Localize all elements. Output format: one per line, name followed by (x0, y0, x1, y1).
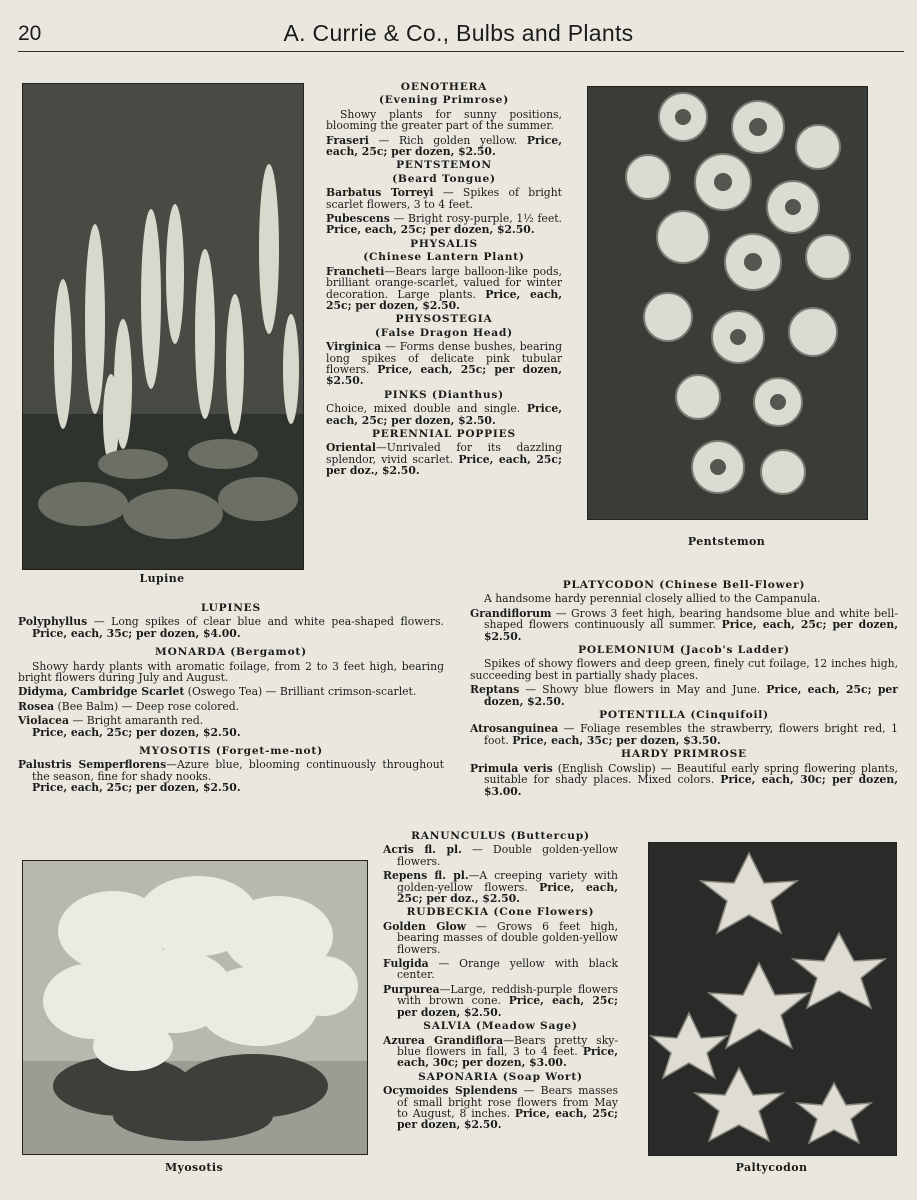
page-title: A. Currie & Co., Bulbs and Plants (283, 20, 634, 46)
palustris-desc: —Azure blue, blooming continuously throughout the season, fine for shady nooks. (32, 758, 444, 783)
pinks-price: Price, each, 25c; per dozen, $2.50. (326, 402, 562, 427)
ranunculus-heading: RANUNCULUS (Buttercup) (411, 830, 590, 842)
repens-name: Repens fl. pl. (383, 869, 469, 883)
azurea-price: Price, each, 30c; per dozen, $3.00. (397, 1044, 618, 1070)
primrose-heading: HARDY PRIMROSE (621, 748, 747, 761)
pubescens-entry (326, 213, 562, 236)
primula-entry (470, 763, 898, 797)
ocymoides-name: Ocymoides Splendens (383, 1084, 518, 1098)
right-column (470, 577, 898, 800)
myosotis-caption: Myosotis (164, 1161, 224, 1174)
oriental-name: Oriental (326, 441, 376, 455)
polyphyllus-price: Price, each, 35c; per dozen, $4.00. (32, 626, 241, 640)
oriental-entry (326, 442, 562, 476)
francheti-name: Francheti (326, 264, 385, 278)
platycodon-description: A handsome hardy perennial closely allied to the Campanula. (484, 592, 821, 606)
golden-glow-entry (383, 921, 618, 955)
atrosanguinea-price: Price, each, 35c; per dozen, $3.50. (512, 733, 721, 747)
physostegia-heading: PHYSOSTEGIA (395, 313, 493, 326)
fraseri-name: Fraseri (326, 133, 369, 147)
saponaria-heading: SAPONARIA (Soap Wort) (418, 1070, 583, 1083)
page-number: 20 (18, 22, 42, 45)
golden-glow-desc: — Grows 6 feet high, bearing masses of double golden-yellow flowers. (397, 919, 618, 956)
virginica-entry (326, 341, 562, 387)
rosea-desc: (Bee Balm) — Deep rose colored. (54, 699, 240, 713)
reptans-entry (470, 684, 898, 707)
physalis-subheading: (Chinese Lantern Plant) (363, 251, 525, 264)
lupine-illustration (23, 84, 303, 569)
virginica-name: Virginica (326, 340, 382, 354)
repens-entry (383, 870, 618, 904)
fraseri-entry (326, 135, 562, 158)
reptans-desc: — Showy blue flowers in May and June. (519, 683, 767, 697)
oriental-desc: —Unrivaled for its dazzling splendor, vivid scarlet. (326, 441, 562, 466)
barbatus-desc: — Spikes of bright scarlet flowers, 3 to 4 feet. (326, 186, 562, 211)
purpurea-entry (383, 984, 618, 1018)
bottom-center-column (383, 828, 618, 1134)
didyma-name: Didyma, Cambridge Scarlet (18, 685, 185, 699)
pinks-heading: PINKS (Dianthus) (383, 388, 504, 401)
pubescens-name: Pubescens (326, 212, 390, 226)
myosotis-heading: MYOSOTIS (Forget-me-not) (139, 745, 323, 758)
polemonium-heading: POLEMONIUM (Jacob's Ladder) (578, 644, 790, 657)
virginica-desc: — Forms dense bushes, bearing long spikes of delicate pink tubular flowers. (326, 340, 562, 376)
salvia-heading: SALVIA (Meadow Sage) (423, 1020, 578, 1033)
atrosanguinea-desc: — Foliage resembles the strawberry, flowers bright red, 1 foot. (484, 722, 898, 747)
rosea-entry (18, 701, 444, 712)
barbatus-entry (326, 187, 562, 210)
physostegia-subheading: (False Dragon Head) (375, 326, 513, 339)
polemonium-description: Spikes of showy flowers and deep green, finely cut foilage, 12 inches high, succeeding best in partially shady places. (470, 657, 898, 682)
monarda-heading: MONARDA (Bergamot) (155, 646, 307, 659)
polyphyllus-desc: — Long spikes of clear blue and white pea-shaped flowers. (87, 615, 444, 629)
oenothera-heading: OENOTHERA (400, 81, 488, 93)
didyma-entry (18, 686, 444, 697)
fulgida-entry (383, 958, 618, 981)
pinks-entry (326, 403, 562, 426)
didyma-desc: (Oswego Tea) — Brilliant crimson-scarlet. (184, 685, 417, 699)
primula-price: Price, each, 30c; per dozen, $3.00. (484, 773, 898, 798)
primula-name: Primula veris (470, 761, 553, 775)
monarda-description: Showy hardy plants with aromatic foilage, from 2 to 3 feet high, bearing bright flowers during July and August. (18, 659, 444, 685)
grandiflorum-price: Price, each, 25c; per dozen, $2.50. (484, 618, 899, 643)
pubescens-price: Price, each, 25c; per dozen, $2.50. (326, 223, 535, 237)
azurea-name: Azurea Grandiflora (383, 1033, 504, 1047)
francheti-price: Price, each, 25c; per dozen, $2.50. (326, 287, 562, 312)
acris-entry (383, 844, 618, 867)
fraseri-price: Price, each, 25c; per dozen, $2.50. (326, 133, 562, 159)
azurea-desc: —Bears pretty sky-blue flowers in fall, 3 to 4 feet. (397, 1033, 618, 1058)
fraseri-desc: — Rich golden yellow. (368, 133, 527, 147)
grandiflorum-entry (470, 608, 898, 642)
azurea-entry (383, 1035, 618, 1069)
golden-glow-name: Golden Glow (383, 919, 467, 933)
rosea-name: Rosea (18, 699, 55, 713)
repens-price: Price, each, 25c; per doz., $2.50. (397, 880, 618, 906)
francheti-entry (326, 266, 562, 312)
primula-desc: (English Cowslip) — Beautiful early spring flowering plants, suitable for shady places. Mixed colors. (484, 761, 898, 787)
polyphyllus-entry (18, 616, 444, 639)
fulgida-name: Fulgida (383, 957, 429, 971)
myosotis-photo (22, 860, 368, 1155)
pentstemon-heading: PENTSTEMON (396, 159, 492, 172)
palustris-entry (18, 759, 444, 793)
pentstemon-illustration (588, 87, 867, 519)
potentilla-heading: POTENTILLA (Cinquifoil) (599, 709, 769, 722)
fulgida-desc: — Orange yellow with black center. (397, 957, 618, 982)
palustris-price: Price, each, 25c; per dozen, $2.50. (32, 781, 241, 795)
violacea-price: Price, each, 25c; per dozen, $2.50. (32, 725, 241, 739)
myosotis-illustration (23, 861, 367, 1154)
acris-name: Acris fl. pl. (383, 843, 462, 857)
reptans-price: Price, each, 25c; per dozen, $2.50. (484, 683, 898, 708)
acris-desc: — Double golden-yellow flowers. (397, 843, 618, 868)
francheti-desc: —Bears large balloon-like pods, brilliant orange-scarlet, valued for winter decoration. Large plants. (326, 264, 562, 301)
paltycodon-caption: Paltycodon (735, 1161, 808, 1174)
ocymoides-price: Price, each, 25c; per dozen, $2.50. (397, 1106, 619, 1132)
lupine-caption: Lupine (139, 572, 185, 585)
violacea-entry (18, 715, 444, 738)
violacea-name: Violacea (18, 714, 70, 728)
pentstemon-photo (587, 86, 868, 520)
reptans-name: Reptans (470, 683, 520, 697)
lupines-heading: LUPINES (200, 602, 262, 614)
grandiflorum-desc: — Grows 3 feet high, bearing handsome blue and white bell-shaped flowers continuously all summer. (484, 606, 898, 632)
palustris-name: Palustris Semperflorens (18, 758, 167, 772)
pinks-desc: Choice, mixed double and single. (326, 402, 527, 416)
violacea-desc: — Bright amaranth red. (69, 714, 204, 728)
paltycodon-illustration (649, 843, 896, 1155)
pubescens-desc: — Bright rosy-purple, 1½ feet. (389, 212, 562, 226)
grandiflorum-name: Grandiflorum (470, 606, 552, 620)
header-rule (18, 51, 904, 52)
ocymoides-desc: — Bears masses of small bright rose flowers from May to August, 8 inches. (397, 1084, 618, 1120)
lupine-photo (22, 83, 304, 570)
physalis-heading: PHYSALIS (410, 237, 478, 250)
left-column (18, 600, 444, 797)
barbatus-name: Barbatus Torreyi (326, 186, 434, 200)
purpurea-desc: —Large, reddish-purple flowers with brown cone. (397, 982, 618, 1008)
polyphyllus-name: Polyphyllus (18, 615, 88, 629)
virginica-price: Price, each, 25c; per dozen, $2.50. (326, 362, 563, 388)
atrosanguinea-entry (470, 723, 898, 746)
oenothera-description: Showy plants for sunny positions, blooming the greater part of the summer. (326, 107, 562, 133)
center-column (326, 79, 562, 480)
oenothera-subheading: (Evening Primrose) (378, 94, 510, 107)
ocymoides-entry (383, 1085, 618, 1131)
poppies-heading: PERENNIAL POPPIES (371, 427, 516, 440)
paltycodon-photo (648, 842, 897, 1156)
platycodon-heading: PLATYCODON (Chinese Bell-Flower) (562, 579, 806, 591)
pentstemon-caption: Pentstemon (687, 535, 766, 548)
purpurea-name: Purpurea (383, 982, 440, 996)
rudbeckia-heading: RUDBECKIA (Cone Flowers) (406, 906, 595, 919)
oriental-price: Price, each, 25c; per doz., $2.50. (326, 452, 562, 478)
purpurea-price: Price, each, 25c; per dozen, $2.50. (397, 994, 619, 1019)
repens-desc: —A creeping variety with golden-yellow flowers. (397, 869, 618, 894)
atrosanguinea-name: Atrosanguinea (470, 722, 559, 736)
pentstemon-subheading: (Beard Tongue) (392, 172, 496, 185)
